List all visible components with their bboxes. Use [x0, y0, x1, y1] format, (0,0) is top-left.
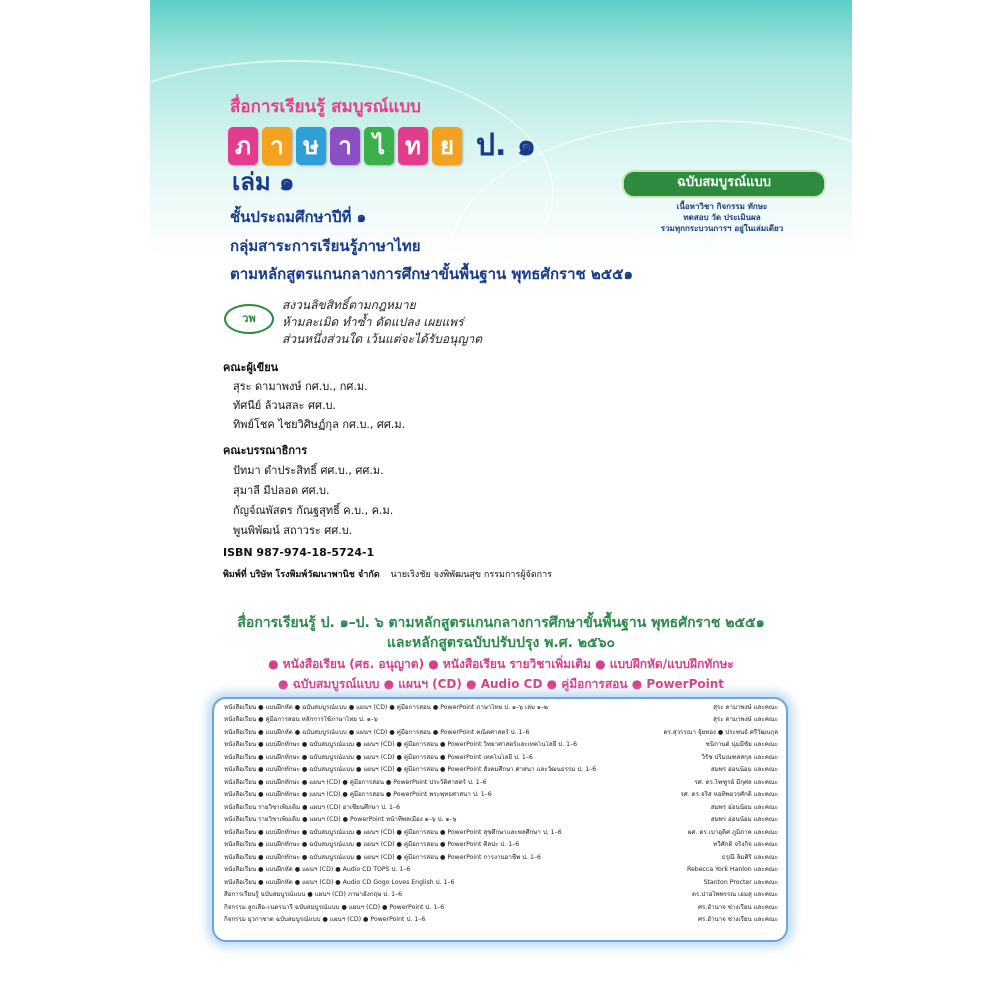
catalog-author: สมพร อ่อนน้อม และคณะ [710, 766, 778, 773]
catalog-author: รศ. ดร.ไพฑูรย์ มีกุศล และคณะ [694, 779, 778, 786]
catalog-author: สมพร อ่อนน้อม และคณะ [710, 804, 778, 811]
editors-heading: คณะบรรณาธิการ [223, 444, 308, 457]
grade-level: ชั้นประถมศึกษาปีที่ ๑ [230, 208, 367, 226]
subject-letter-tile: า [330, 127, 360, 165]
catalog-item: หนังสือเรียน ● แบบฝึกทักษะ ● ฉบับสมบูรณ์แบบ ● แผนฯ (CD) ● คู่มือการสอน ● PowerPoint ศิลปะ ป. 1–6 [224, 841, 520, 848]
catalog-author: ดร.สุวรรณา จุ้ยทอง ● ประพนธ์ ศรีวัฒนกุล [663, 729, 778, 736]
subject-letter-tile: ษ [296, 127, 326, 165]
catalog-author: สุระ ดามาพงษ์ และคณะ [713, 716, 778, 723]
promo-line: และหลักสูตรฉบับปรับปรุง พ.ศ. ๒๕๖๐ [386, 635, 616, 651]
product-list: ● หนังสือเรียน (ศธ. อนุญาต) ● หนังสือเรียน รายวิชาเพิ่มเติม ● แบบฝึกหัด/แบบฝึกทักษะ [268, 657, 734, 671]
printer-label: พิมพ์ที่ บริษัท โรงพิมพ์วัฒนาพานิช จำกัด [223, 570, 380, 580]
author-name: สุระ ดามาพงษ์ กศ.บ., กศ.ม. [233, 380, 368, 393]
badge-line: เนื้อหาวิชา กิจกรรม ทักษะ [676, 202, 768, 211]
catalog-row [224, 716, 778, 724]
catalog-item: หนังสือเรียน ● แบบฝึกทักษะ ● ฉบับสมบูรณ์แบบ ● แผนฯ (CD) ● คู่มือการสอน ● PowerPoint การงานอาชีพ ป. 1–6 [224, 854, 541, 861]
catalog-row [224, 904, 778, 912]
catalog-row [224, 704, 778, 712]
subject-letter-tile: า [262, 127, 292, 165]
copyright-line: ส่วนหนึ่งส่วนใด เว้นแต่จะได้รับอนุญาต [282, 332, 483, 346]
catalog-item: สื่อการเรียนรู้ ฉบับสมบูรณ์แบบ ● แผนฯ (CD) ภาษาอังกฤษ ป. 1–6 [224, 891, 403, 898]
product-list: ● ฉบับสมบูรณ์แบบ ● แผนฯ (CD) ● Audio CD ● คู่มือการสอน ● PowerPoint [277, 677, 725, 691]
subject-letter-tile: ท [398, 127, 428, 165]
subject-letter-tile: ไ [364, 127, 394, 165]
catalog-item: หนังสือเรียน ● แบบฝึกหัด ● แผนฯ (CD) ● Audio CD Gogo Loves English ป. 1–6 [224, 879, 455, 886]
catalog-author: วิรัช ปริมณฑลสกุล และคณะ [701, 754, 778, 761]
catalog-author: ทวีศักดิ์ จริงกิจ และคณะ [713, 841, 778, 848]
catalog-item: หนังสือเรียน ● คู่มือการสอน หลักการใช้ภาษาไทย ป. ๑–๖ [224, 716, 378, 723]
catalog-item: กิจกรรม ยุวกาชาด ฉบับสมบูรณ์แบบ ● แผนฯ (CD) ● PowerPoint ป. 1–6 [224, 916, 426, 923]
catalog-row [224, 779, 778, 787]
badge-line: ทดสอบ วัด ประเมินผล [683, 213, 761, 222]
catalog-author: สุระ ดามาพงษ์ และคณะ [713, 704, 778, 711]
catalog-item: หนังสือเรียน ● แบบฝึกทักษะ ● ฉบับสมบูรณ์แบบ ● แผนฯ (CD) ● คู่มือการสอน ● PowerPoint วิทยาศาสตร์และเทคโนโลยี ป. 1–6 [224, 741, 578, 748]
catalog-item: กิจกรรม ลูกเสือ–เนตรนารี ฉบับสมบูรณ์แบบ ● แผนฯ (CD) ● PowerPoint ป. 1–6 [224, 904, 445, 911]
catalog-item: หนังสือเรียน ● แบบฝึกทักษะ ● ฉบับสมบูรณ์แบบ ● แผนฯ (CD) ● คู่มือการสอน ● PowerPoint สังคมศึกษา ศาสนา และวัฒนธรรม ป. 1–6 [224, 766, 597, 773]
author-name: ทิพย์โชค ไชยวิศิษฏ์กุล กศ.บ., ศศ.ม. [233, 418, 406, 431]
catalog-row [224, 879, 778, 887]
catalog-box [212, 697, 788, 942]
catalog-author: ศร.อำนาจ ช่างเรียน และคณะ [698, 904, 778, 911]
catalog-author: Rebecca York Hanlon และคณะ [686, 866, 778, 873]
catalog-row [224, 891, 778, 899]
catalog-row [224, 854, 778, 862]
catalog-item: หนังสือเรียน ● แบบฝึกทักษะ ● แผนฯ (CD) ● คู่มือการสอน ● PowerPoint ประวัติศาสตร์ ป. 1–6 [224, 779, 487, 786]
editor-name: พูนพิพัฒน์ สถาวระ ศศ.บ. [233, 524, 353, 537]
catalog-row [224, 866, 778, 874]
author-name: ทัศนีย์ ล้วนสละ ศศ.บ. [233, 399, 336, 412]
book-page [150, 0, 852, 1000]
catalog-row [224, 791, 778, 799]
catalog-row [224, 916, 778, 924]
catalog-item: หนังสือเรียน รายวิชาเพิ่มเติม ● แผนฯ (CD) ● PowerPoint หน้าที่พลเมือง ๑–๖ ป. ๑–๖ [224, 816, 457, 823]
catalog-row [224, 754, 778, 762]
catalog-author: สมพร อ่อนน้อม และคณะ [710, 816, 778, 823]
complete-edition-badge [622, 168, 822, 238]
catalog-item: หนังสือเรียน ● แบบฝึกหัด ● ฉบับสมบูรณ์แบบ ● แผนฯ (CD) ● คู่มือการสอน ● PowerPoint คณิตศาสตร์ ป. 1–6 [224, 729, 530, 736]
badge-ribbon: ฉบับสมบูรณ์แบบ [622, 170, 826, 198]
catalog-item: หนังสือเรียน ● แบบฝึกทักษะ ● แผนฯ (CD) ● คู่มือการสอน ● PowerPoint พระพุทธศาสนา ป. 1–6 [224, 791, 492, 798]
catalog-row [224, 816, 778, 824]
copyright-line: ห้ามละเมิด ทำซ้ำ ดัดแปลง เผยแพร่ [282, 315, 464, 329]
catalog-item: หนังสือเรียน ● แบบฝึกหัด ● ฉบับสมบูรณ์แบบ ● แผนฯ (CD) ● คู่มือการสอน ● PowerPoint ภาษาไทย ป. ๑–๖ เล่ม ๑–๒ [224, 704, 549, 711]
badge-line: รวมทุกกระบวนการฯ อยู่ในเล่มเดียว [660, 224, 784, 233]
catalog-row [224, 729, 778, 737]
publisher-logo: วพ [224, 304, 274, 334]
catalog-row [224, 766, 778, 774]
promo-line: สื่อการเรียนรู้ ป. ๑–ป. ๖ ตามหลักสูตรแกนกลางการศึกษาขั้นพื้นฐาน พุทธศักราช ๒๕๕๑ [237, 615, 765, 631]
editor-name: สุมาลี มีปลอด ศศ.บ. [233, 484, 330, 497]
curriculum-line: ตามหลักสูตรแกนกลางการศึกษาขั้นพื้นฐาน พุทธศักราช ๒๕๕๑ [230, 265, 634, 283]
series-title: สื่อการเรียนรู้ สมบูรณ์แบบ [230, 97, 421, 117]
catalog-row [224, 829, 778, 837]
subject-letter-tile: ภ [228, 127, 258, 165]
catalog-author: ชนิกานต์ นุ่มมีชัย และคณะ [705, 741, 778, 748]
printer-manager: นายเริงชัย จงพิพัฒนสุข กรรมการผู้จัดการ [390, 570, 553, 580]
catalog-row [224, 741, 778, 749]
catalog-author: Stanton Procter และคณะ [703, 879, 778, 886]
catalog-row [224, 804, 778, 812]
catalog-row [224, 841, 778, 849]
isbn: ISBN 987-974-18-5724-1 [223, 546, 375, 559]
grade-label: ป. ๑ [476, 128, 536, 163]
catalog-item: หนังสือเรียน ● แบบฝึกทักษะ ● ฉบับสมบูรณ์แบบ ● แผนฯ (CD) ● คู่มือการสอน ● PowerPoint สุขศึกษาและพลศึกษา ป. 1–6 [224, 829, 562, 836]
subject-group: กลุ่มสาระการเรียนรู้ภาษาไทย [230, 237, 421, 255]
catalog-item: หนังสือเรียน ● แบบฝึกหัด ● แผนฯ (CD) ● Audio CD TOPS ป. 1–6 [224, 866, 411, 873]
copyright-line: สงวนลิขสิทธิ์ตามกฎหมาย [282, 298, 416, 312]
editor-name: กัญจ์ณพัสตร กัณฐสุทธิ์ ค.บ., ค.ม. [233, 504, 394, 517]
editor-name: ปัทมา ดำประสิทธิ์ ศศ.บ., ศศ.ม. [233, 464, 384, 477]
catalog-author: ศร.อำนาจ ช่างเรียน และคณะ [698, 916, 778, 923]
catalog-author: รศ. ดร.จริส หอทิพยวรศักดิ์ และคณะ [680, 791, 778, 798]
authors-heading: คณะผู้เขียน [223, 361, 279, 374]
catalog-author: ธรุณี ลิ้มศิริ และคณะ [721, 854, 778, 861]
catalog-item: หนังสือเรียน รายวิชาเพิ่มเติม ● แผนฯ (CD) อาเซียนศึกษา ป. 1–6 [224, 804, 401, 811]
subject-letter-tile: ย [432, 127, 462, 165]
catalog-author: ดร.ปาอไพพรรณ เอมสุ และคณะ [691, 891, 778, 898]
catalog-item: หนังสือเรียน ● แบบฝึกทักษะ ● ฉบับสมบูรณ์แบบ ● แผนฯ (CD) ● คู่มือการสอน ● PowerPoint เทคโนโลยี ป. 1–6 [224, 754, 533, 761]
catalog-author: ผศ. ดร.เบาอุดิศ ภูมิภาค และคณะ [687, 829, 778, 836]
printer-line [223, 567, 552, 581]
volume-label: เล่ม ๑ [232, 168, 295, 196]
